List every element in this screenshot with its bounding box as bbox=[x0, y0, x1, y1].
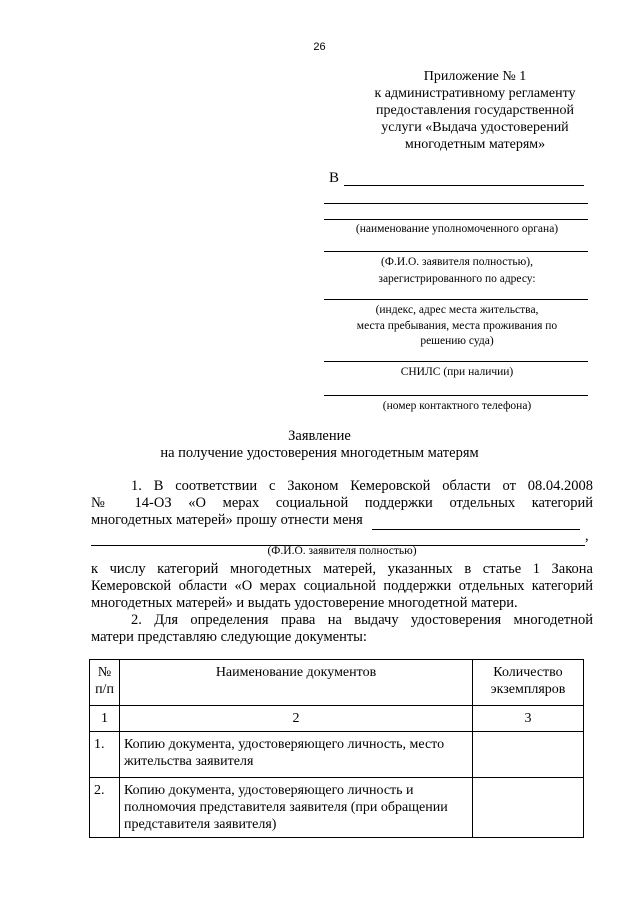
fio-caption: (Ф.И.О. заявителя полностью) bbox=[267, 545, 417, 557]
row-name: Копию документа, удостоверяющего личность, место жительства заявителя bbox=[120, 732, 473, 778]
to-label: В bbox=[329, 170, 340, 186]
organ-fill-line bbox=[324, 203, 588, 204]
row-qty[interactable] bbox=[473, 732, 584, 778]
appendix-line: Приложение № 1 bbox=[423, 69, 527, 84]
table-header-row bbox=[90, 660, 584, 706]
address-caption: (индекс, адрес места жительства, bbox=[375, 304, 539, 316]
paragraph-2-line: матери представляю следующие документы: bbox=[91, 629, 367, 645]
applicant-fill-line bbox=[324, 251, 588, 252]
appendix-header bbox=[362, 68, 588, 153]
organ-fill-line bbox=[344, 185, 584, 186]
paragraph-2-line: 2. Для определения права на выдачу удостоверения многодетной bbox=[131, 612, 593, 628]
applicant-caption: (Ф.И.О. заявителя полностью), bbox=[381, 256, 533, 268]
row-num: 1. bbox=[90, 732, 120, 778]
documents-table bbox=[89, 659, 584, 838]
header-qty: Количество экземпляров bbox=[473, 660, 584, 706]
paragraph-1-line bbox=[91, 528, 593, 546]
phone-fill-line bbox=[324, 395, 588, 396]
index-num: 1 bbox=[90, 706, 120, 732]
table-row bbox=[90, 732, 584, 778]
statement-subtitle: на получение удостоверения многодетным матерям bbox=[160, 445, 479, 461]
header-name: Наименование документов bbox=[120, 660, 473, 706]
organ-fill-line bbox=[324, 219, 588, 220]
appendix-line: услуги «Выдача удостоверений bbox=[381, 120, 569, 135]
paragraph-1-line: многодетных матерей» и выдать удостоверение многодетной матери. bbox=[91, 595, 518, 611]
snils-fill-line bbox=[324, 361, 588, 362]
appendix-line: многодетным матерям» bbox=[404, 137, 546, 152]
row-num: 2. bbox=[90, 778, 120, 838]
comma: , bbox=[585, 528, 589, 544]
paragraph-1-text: многодетных матерей» прошу отнести меня bbox=[91, 512, 363, 528]
appendix-line: предоставления государственной bbox=[375, 103, 575, 118]
organ-caption: (наименование уполномоченного органа) bbox=[355, 223, 559, 235]
appendix-line: к административному регламенту bbox=[374, 86, 576, 101]
index-qty: 3 bbox=[473, 706, 584, 732]
address-fill-line bbox=[324, 299, 588, 300]
paragraph-1-line: к числу категорий многодетных матерей, указанных в статье 1 Закона bbox=[91, 561, 593, 577]
row-qty[interactable] bbox=[473, 778, 584, 838]
paragraph-1-line: Кемеровской области «О мерах социальной поддержки отдельных категорий bbox=[91, 578, 593, 594]
name-fill-line bbox=[91, 528, 585, 546]
address-caption: места пребывания, места проживания по bbox=[356, 320, 558, 332]
address-caption: решению суда) bbox=[420, 335, 494, 347]
index-name: 2 bbox=[120, 706, 473, 732]
table-row bbox=[90, 778, 584, 838]
row-name: Копию документа, удостоверяющего личность и полномочия представителя заявителя (при обращении представителя заявителя) bbox=[120, 778, 473, 838]
paragraph-1-line: 1. В соответствии с Законом Кемеровской области от 08.04.2008 bbox=[131, 478, 593, 494]
snils-caption: СНИЛС (при наличии) bbox=[400, 366, 514, 378]
table-index-row bbox=[90, 706, 584, 732]
address-label: зарегистрированного по адресу: bbox=[378, 273, 536, 285]
phone-caption: (номер контактного телефона) bbox=[382, 400, 532, 412]
statement-title: Заявление bbox=[288, 428, 351, 444]
page-number: 26 bbox=[313, 41, 326, 53]
header-num: № п/п bbox=[90, 660, 120, 706]
paragraph-1-line: № 14-ОЗ «О мерах социальной поддержки отдельных категорий bbox=[91, 495, 593, 511]
